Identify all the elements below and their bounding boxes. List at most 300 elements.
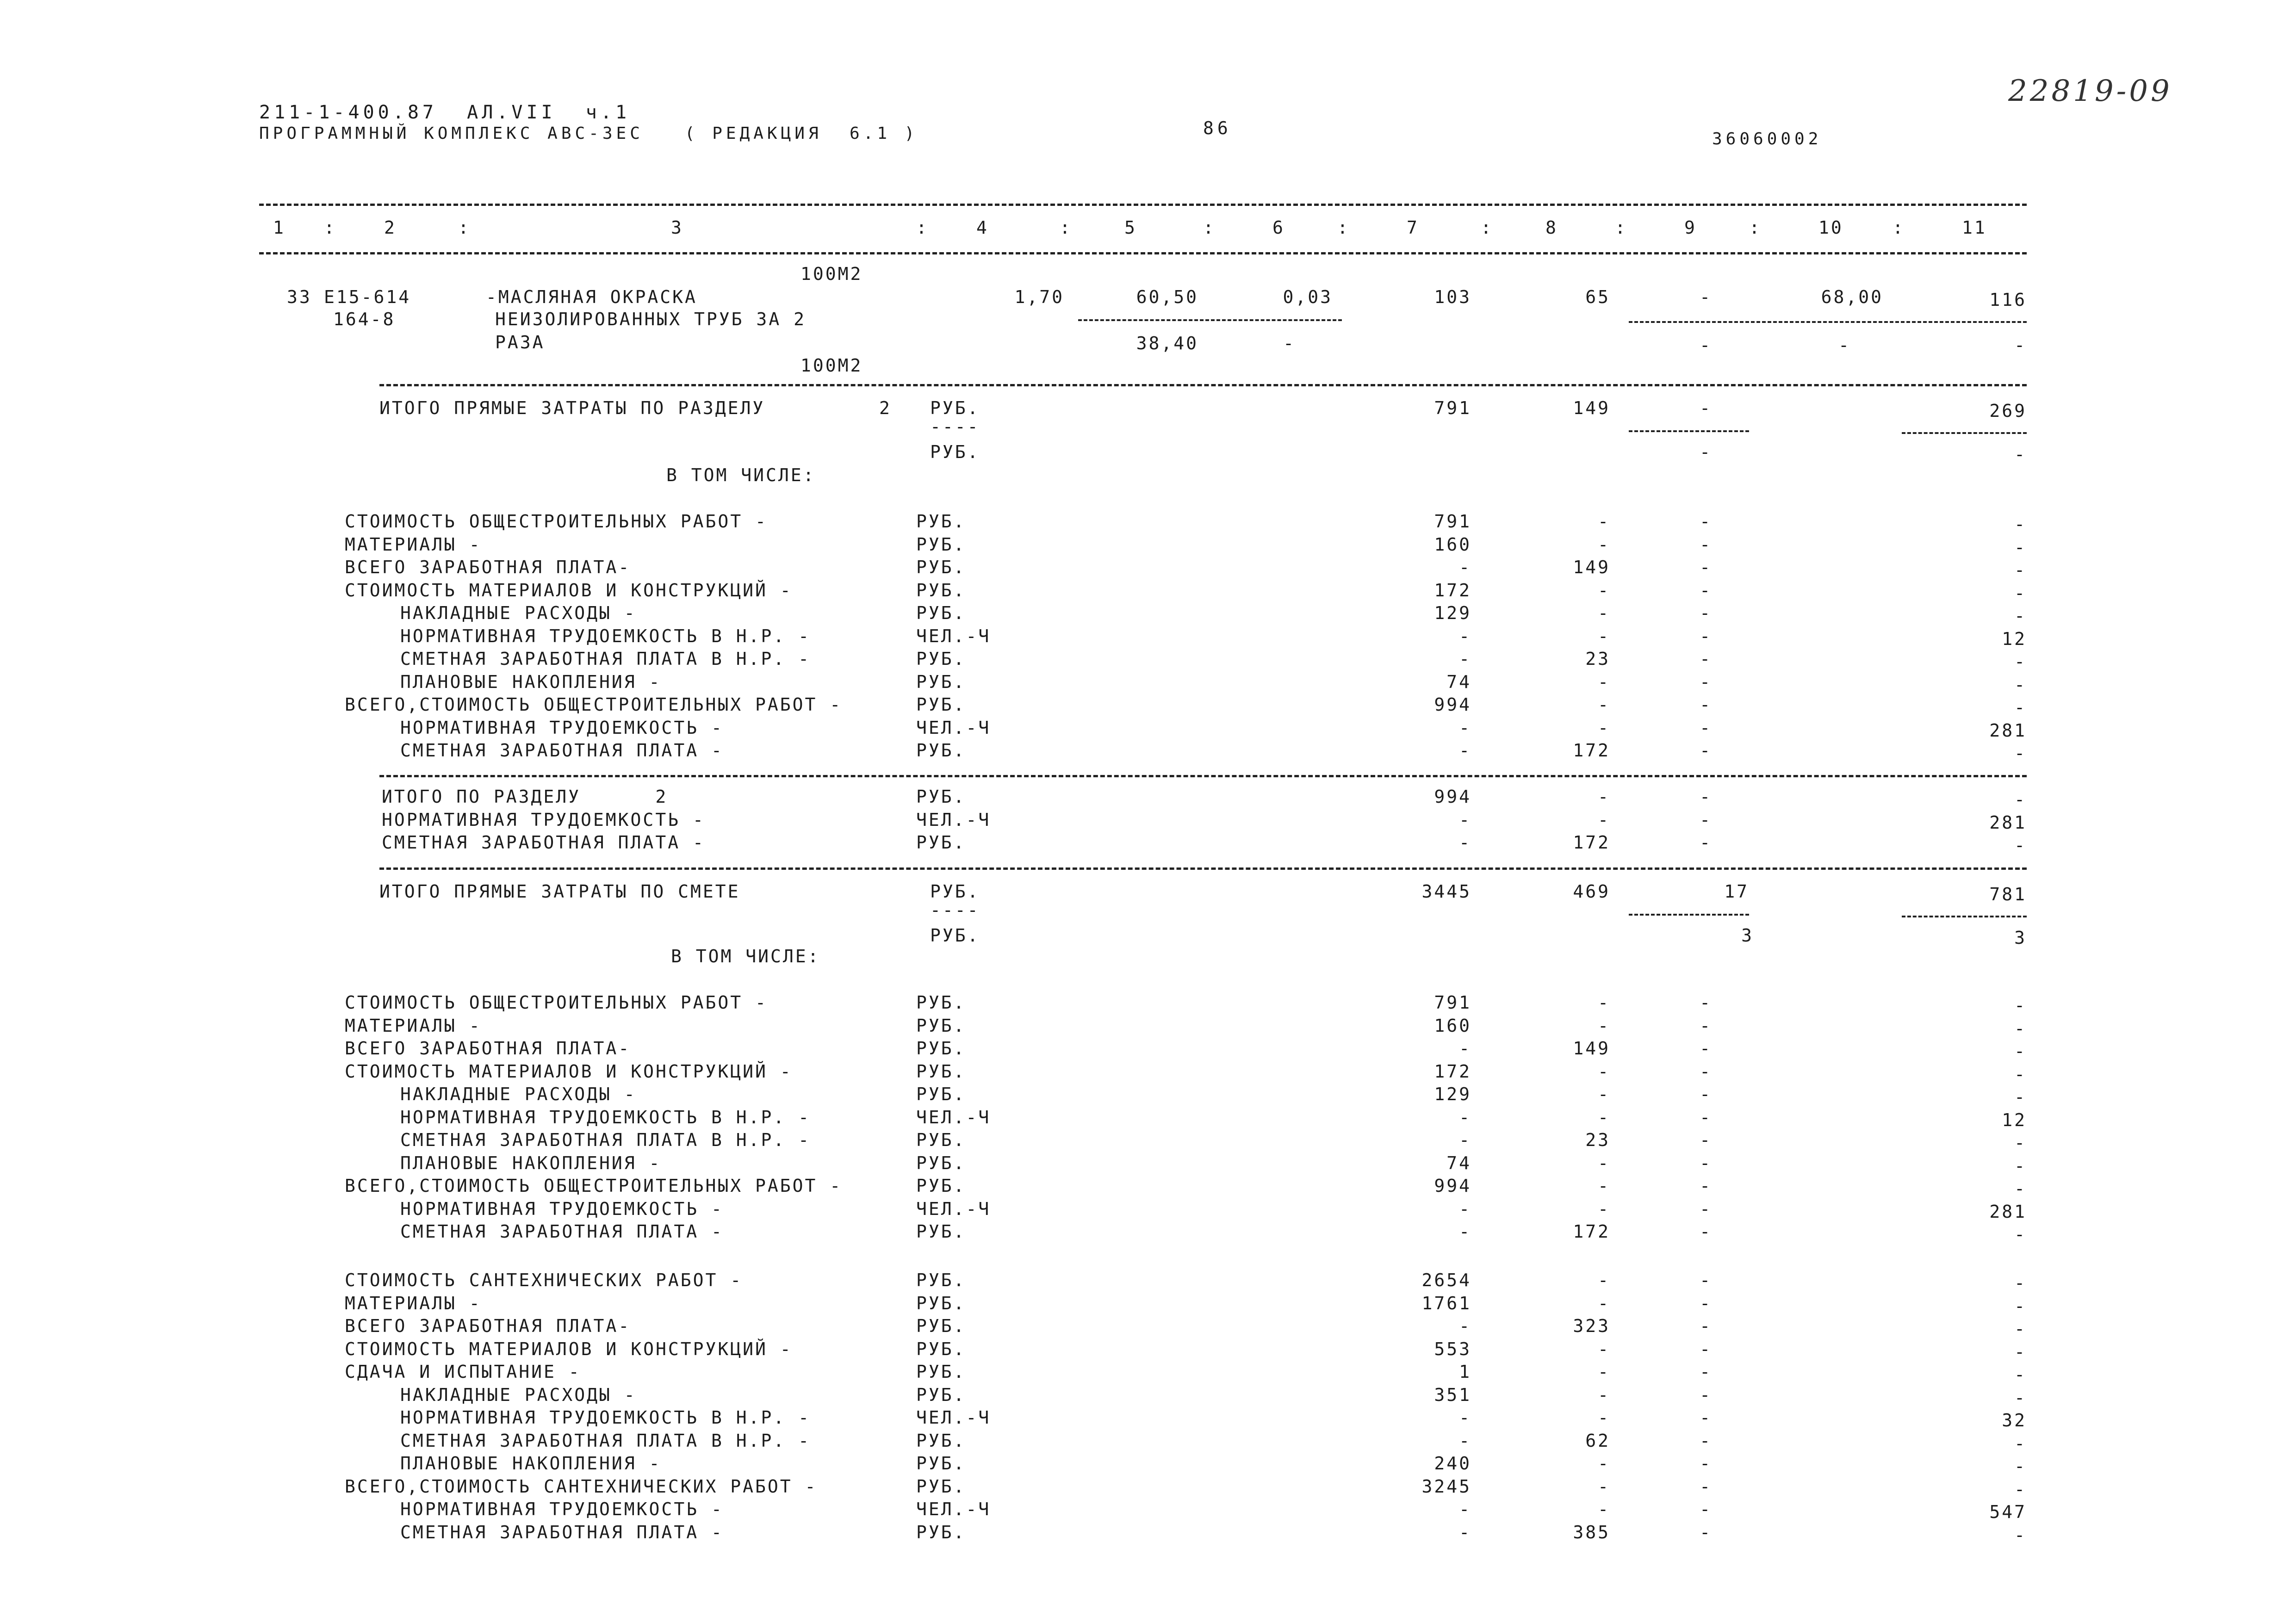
row-col9: -: [1700, 1431, 1712, 1451]
row-unit: РУБ.: [916, 992, 966, 1013]
row-col11: -: [2014, 1319, 2027, 1339]
row-col11: -: [2014, 1364, 2027, 1385]
row-label: НОРМАТИВНАЯ ТРУДОЕМКОСТЬ В Н.Р. -: [400, 1407, 811, 1428]
row-col7: -: [1459, 649, 1471, 669]
section-sum-label: НОРМАТИВНАЯ ТРУДОЕМКОСТЬ -: [382, 810, 705, 830]
row-col11: 281: [1989, 720, 2027, 741]
column-separator: :: [1203, 217, 1216, 238]
row-col7: 129: [1434, 603, 1471, 623]
row-col8: -: [1598, 672, 1610, 692]
item33-unit-top: 100М2: [800, 264, 863, 284]
row-unit: РУБ.: [916, 1385, 966, 1405]
item33-col11: 116: [1989, 290, 2027, 310]
row-col7: 172: [1434, 580, 1471, 601]
item33-rule-5-6: [1078, 319, 1342, 321]
row-col11: -: [2014, 1433, 2027, 1454]
row-col9: -: [1700, 1130, 1712, 1150]
row-col11: -: [2014, 1273, 2027, 1293]
row-col7: -: [1459, 718, 1471, 738]
row-unit: ЧЕЛ.-Ч: [916, 718, 991, 738]
item33-rule-9-11: [1629, 321, 2027, 323]
item33-col5: 60,50: [1136, 287, 1198, 307]
row-label: ВСЕГО ЗАРАБОТНАЯ ПЛАТА-: [345, 557, 631, 577]
item33-col10: 68,00: [1821, 287, 1883, 307]
row-col8: -: [1598, 511, 1610, 532]
row-col8: -: [1598, 580, 1610, 601]
section-total-rule-9: [1629, 430, 1749, 432]
estimate-total-col11: 781: [1989, 884, 2027, 904]
column-separator: :: [458, 217, 471, 238]
row-col8: 172: [1573, 832, 1610, 853]
row-unit: РУБ.: [916, 1339, 966, 1359]
item33-desc-3: РАЗА: [495, 332, 545, 353]
row-col7: 553: [1434, 1339, 1471, 1359]
row-col11: -: [2014, 514, 2027, 534]
row-col9: -: [1700, 992, 1712, 1013]
row-col8: -: [1598, 1385, 1610, 1405]
row-unit: ЧЕЛ.-Ч: [916, 1107, 991, 1127]
row-col7: 74: [1446, 1153, 1471, 1173]
row-col8: 23: [1585, 1130, 1610, 1150]
row-col8: -: [1598, 1476, 1610, 1497]
column-separator: :: [1893, 217, 1905, 238]
header-rule-bottom: [259, 252, 2027, 254]
item33-col9: -: [1700, 287, 1712, 307]
estimate-total-col11-b: 3: [2014, 928, 2027, 948]
estimate-total-col8: 469: [1573, 881, 1610, 902]
row-col11: -: [2014, 1342, 2027, 1362]
section-total-dash: ----: [930, 416, 980, 437]
row-unit: РУБ.: [916, 832, 966, 853]
row-col9: -: [1700, 603, 1712, 623]
row-col8: -: [1598, 1153, 1610, 1173]
section-total-col8: 149: [1573, 398, 1610, 418]
section-rule-1: [379, 384, 2027, 386]
row-unit: РУБ.: [916, 1221, 966, 1242]
row-label: СТОИМОСТЬ ОБЩЕСТРОИТЕЛЬНЫХ РАБОТ -: [345, 511, 768, 532]
row-unit: РУБ.: [916, 1476, 966, 1497]
estimate-total-dash: ----: [930, 900, 980, 920]
row-col7: -: [1459, 1522, 1471, 1542]
row-unit: РУБ.: [916, 603, 966, 623]
item33-desc-1: -МАСЛЯНАЯ ОКРАСКА: [486, 287, 697, 307]
item33-code2: 164-8: [333, 309, 396, 329]
section-total-unit: РУБ.: [930, 398, 980, 418]
section-rule-3: [379, 867, 2027, 870]
row-col7: 791: [1434, 992, 1471, 1013]
column-separator: :: [1060, 217, 1072, 238]
row-col8: -: [1598, 626, 1610, 646]
row-col9: -: [1700, 649, 1712, 669]
row-col9: -: [1700, 787, 1712, 807]
row-label: ПЛАНОВЫЕ НАКОПЛЕНИЯ -: [400, 1153, 662, 1173]
row-unit: РУБ.: [916, 1270, 966, 1290]
row-unit: РУБ.: [916, 1362, 966, 1382]
estimate-total-rule-11: [1902, 916, 2027, 917]
row-col9: -: [1700, 1499, 1712, 1519]
row-col7: 791: [1434, 511, 1471, 532]
section-total-col9: -: [1700, 398, 1712, 418]
column-header-8: 8: [1545, 217, 1558, 238]
row-col11: -: [2014, 1224, 2027, 1245]
row-col11: -: [2014, 1178, 2027, 1199]
row-label: НОРМАТИВНАЯ ТРУДОЕМКОСТЬ -: [400, 718, 724, 738]
row-col9: -: [1700, 1176, 1712, 1196]
row-col11: -: [2014, 1479, 2027, 1499]
item33-col8: 65: [1585, 287, 1610, 307]
row-col7: -: [1459, 1107, 1471, 1127]
program-title: ПРОГРАММНЫЙ КОМПЛЕКС АВС-3ЕС ( РЕДАКЦИЯ 6.1 ): [259, 124, 918, 143]
row-col11: -: [2014, 560, 2027, 580]
row-col8: -: [1598, 1107, 1610, 1127]
row-col7: 2654: [1421, 1270, 1471, 1290]
row-col11: -: [2014, 1296, 2027, 1316]
row-col7: -: [1459, 1431, 1471, 1451]
row-unit: РУБ.: [916, 740, 966, 761]
row-col8: -: [1598, 1293, 1610, 1313]
row-col8: -: [1598, 1199, 1610, 1219]
row-unit: РУБ.: [916, 1316, 966, 1336]
row-col8: 172: [1573, 740, 1610, 761]
item33-desc-2: НЕИЗОЛИРОВАННЫХ ТРУБ ЗА 2: [495, 309, 806, 329]
row-label: НОРМАТИВНАЯ ТРУДОЕМКОСТЬ В Н.Р. -: [400, 626, 811, 646]
row-col8: -: [1598, 534, 1610, 555]
row-col7: -: [1459, 1316, 1471, 1336]
row-col11: -: [2014, 675, 2027, 695]
row-label: СТОИМОСТЬ МАТЕРИАЛОВ И КОНСТРУКЦИЙ -: [345, 580, 793, 601]
section-total-unit-2: РУБ.: [930, 442, 980, 462]
row-col8: -: [1598, 1453, 1610, 1474]
row-col11: 281: [1989, 812, 2027, 833]
item33-col10-b: -: [1838, 335, 1851, 355]
row-label: НОРМАТИВНАЯ ТРУДОЕМКОСТЬ -: [400, 1199, 724, 1219]
row-col9: -: [1700, 580, 1712, 601]
including-label-2: В ТОМ ЧИСЛЕ:: [671, 946, 820, 966]
row-col9: -: [1700, 1153, 1712, 1173]
row-label: МАТЕРИАЛЫ -: [345, 1016, 482, 1036]
row-col8: -: [1598, 1176, 1610, 1196]
row-col8: -: [1598, 603, 1610, 623]
row-col11: 12: [2002, 629, 2027, 649]
row-col9: -: [1700, 1107, 1712, 1127]
row-col7: -: [1459, 1499, 1471, 1519]
row-label: НАКЛАДНЫЕ РАСХОДЫ -: [400, 1385, 637, 1405]
row-col9: -: [1700, 1221, 1712, 1242]
row-label: СМЕТНАЯ ЗАРАБОТНАЯ ПЛАТА -: [400, 1221, 724, 1242]
row-col11: 547: [1989, 1502, 2027, 1522]
column-header-1: 1: [273, 217, 285, 238]
row-col7: 172: [1434, 1061, 1471, 1082]
row-col8: 149: [1573, 1038, 1610, 1059]
row-label: СМЕТНАЯ ЗАРАБОТНАЯ ПЛАТА -: [400, 740, 724, 761]
estimate-total-unit-2: РУБ.: [930, 925, 980, 946]
row-col9: -: [1700, 1038, 1712, 1059]
row-unit: ЧЕЛ.-Ч: [916, 1199, 991, 1219]
item33-code1: Е15-614: [324, 287, 411, 307]
column-separator: :: [1337, 217, 1350, 238]
item33-col5-b: 38,40: [1136, 333, 1198, 353]
row-label: МАТЕРИАЛЫ -: [345, 1293, 482, 1313]
row-col7: 1761: [1421, 1293, 1471, 1313]
row-col8: -: [1598, 1084, 1610, 1104]
row-col7: 3245: [1421, 1476, 1471, 1497]
header-rule-top: [259, 204, 2027, 206]
row-label: ПЛАНОВЫЕ НАКОПЛЕНИЯ -: [400, 672, 662, 692]
section-total-col11: 269: [1989, 401, 2027, 421]
row-label: СМЕТНАЯ ЗАРАБОТНАЯ ПЛАТА В Н.Р. -: [400, 649, 811, 669]
row-col11: -: [2014, 1064, 2027, 1084]
row-unit: РУБ.: [916, 1522, 966, 1542]
row-col7: -: [1459, 832, 1471, 853]
row-col9: -: [1700, 810, 1712, 830]
row-unit: РУБ.: [916, 672, 966, 692]
row-label: СМЕТНАЯ ЗАРАБОТНАЯ ПЛАТА В Н.Р. -: [400, 1431, 811, 1451]
row-unit: РУБ.: [916, 1016, 966, 1036]
row-col9: -: [1700, 1407, 1712, 1428]
row-col9: -: [1700, 511, 1712, 532]
row-col9: -: [1700, 718, 1712, 738]
row-col8: 172: [1573, 1221, 1610, 1242]
row-label: СТОИМОСТЬ МАТЕРИАЛОВ И КОНСТРУКЦИЙ -: [345, 1061, 793, 1082]
section-rule-2: [379, 775, 2027, 777]
including-label: В ТОМ ЧИСЛЕ:: [666, 465, 816, 485]
estimate-total-col9: 17: [1724, 881, 1749, 902]
row-col8: -: [1598, 694, 1610, 715]
row-col11: -: [2014, 1525, 2027, 1545]
row-col11: -: [2014, 1018, 2027, 1039]
row-col11: -: [2014, 583, 2027, 603]
row-label: НОРМАТИВНАЯ ТРУДОЕМКОСТЬ -: [400, 1499, 724, 1519]
row-col8: -: [1598, 1499, 1610, 1519]
row-label: СДАЧА И ИСПЫТАНИЕ -: [345, 1362, 581, 1382]
row-col7: 129: [1434, 1084, 1471, 1104]
row-label: НАКЛАДНЫЕ РАСХОДЫ -: [400, 603, 637, 623]
section-sum-label: ИТОГО ПО РАЗДЕЛУ 2: [382, 787, 668, 807]
row-col11: -: [2014, 835, 2027, 855]
column-header-5: 5: [1124, 217, 1137, 238]
row-unit: РУБ.: [916, 1431, 966, 1451]
row-col11: 281: [1989, 1202, 2027, 1222]
row-col11: -: [2014, 1456, 2027, 1476]
row-unit: РУБ.: [916, 1130, 966, 1150]
row-col9: -: [1700, 1084, 1712, 1104]
row-col8: -: [1598, 1016, 1610, 1036]
row-col9: -: [1700, 1385, 1712, 1405]
row-col8: 62: [1585, 1431, 1610, 1451]
row-col9: -: [1700, 740, 1712, 761]
item33-col9-b: -: [1700, 335, 1712, 355]
row-col7: -: [1459, 810, 1471, 830]
row-label: СМЕТНАЯ ЗАРАБОТНАЯ ПЛАТА В Н.Р. -: [400, 1130, 811, 1150]
row-unit: ЧЕЛ.-Ч: [916, 1499, 991, 1519]
row-col7: 994: [1434, 787, 1471, 807]
column-separator: :: [324, 217, 336, 238]
row-label: ВСЕГО,СТОИМОСТЬ ОБЩЕСТРОИТЕЛЬНЫХ РАБОТ -: [345, 694, 843, 715]
column-header-11: 11: [1962, 217, 1987, 238]
row-col8: -: [1598, 1362, 1610, 1382]
row-col7: 74: [1446, 672, 1471, 692]
column-header-9: 9: [1684, 217, 1697, 238]
row-unit: РУБ.: [916, 1453, 966, 1474]
section-total-label: ИТОГО ПРЯМЫЕ ЗАТРАТЫ ПО РАЗДЕЛУ: [379, 398, 765, 418]
row-col9: -: [1700, 557, 1712, 577]
row-col7: 1: [1459, 1362, 1471, 1382]
section-total-col7: 791: [1434, 398, 1471, 418]
row-col11: -: [2014, 1156, 2027, 1176]
row-col11: -: [2014, 1041, 2027, 1061]
row-col8: 385: [1573, 1522, 1610, 1542]
row-unit: РУБ.: [916, 1293, 966, 1313]
row-label: СТОИМОСТЬ САНТЕХНИЧЕСКИХ РАБОТ -: [345, 1270, 743, 1290]
section-sum-label: СМЕТНАЯ ЗАРАБОТНАЯ ПЛАТА -: [382, 832, 705, 853]
row-col11: -: [2014, 1087, 2027, 1107]
row-col7: 240: [1434, 1453, 1471, 1474]
row-label: МАТЕРИАЛЫ -: [345, 534, 482, 555]
row-unit: РУБ.: [916, 1061, 966, 1082]
row-col11: -: [2014, 697, 2027, 718]
row-col7: -: [1459, 1130, 1471, 1150]
column-header-3: 3: [671, 217, 683, 238]
row-col8: -: [1598, 787, 1610, 807]
row-unit: РУБ.: [916, 649, 966, 669]
row-col9: -: [1700, 1199, 1712, 1219]
row-col7: -: [1459, 626, 1471, 646]
row-col8: 149: [1573, 557, 1610, 577]
row-col7: -: [1459, 1221, 1471, 1242]
row-col11: -: [2014, 606, 2027, 626]
row-col9: -: [1700, 1016, 1712, 1036]
row-col9: -: [1700, 1293, 1712, 1313]
row-unit: РУБ.: [916, 694, 966, 715]
page-number: 86: [1203, 118, 1232, 138]
item33-number: 33: [287, 287, 312, 307]
estimate-total-col7: 3445: [1421, 881, 1471, 902]
row-unit: РУБ.: [916, 1084, 966, 1104]
row-col7: -: [1459, 1407, 1471, 1428]
row-col9: -: [1700, 626, 1712, 646]
row-col8: -: [1598, 1061, 1610, 1082]
row-col7: 160: [1434, 534, 1471, 555]
document-code: 36060002: [1712, 130, 1822, 149]
row-col9: -: [1700, 1476, 1712, 1497]
row-col11: 12: [2002, 1110, 2027, 1130]
row-col7: 351: [1434, 1385, 1471, 1405]
row-label: СТОИМОСТЬ МАТЕРИАЛОВ И КОНСТРУКЦИЙ -: [345, 1339, 793, 1359]
item33-col6: 0,03: [1283, 287, 1333, 307]
estimate-total-rule-9: [1629, 914, 1749, 916]
row-col11: -: [2014, 743, 2027, 763]
row-label: ВСЕГО,СТОИМОСТЬ ОБЩЕСТРОИТЕЛЬНЫХ РАБОТ -: [345, 1176, 843, 1196]
row-col9: -: [1700, 672, 1712, 692]
row-col9: -: [1700, 1522, 1712, 1542]
row-unit: РУБ.: [916, 1153, 966, 1173]
row-col9: -: [1700, 1270, 1712, 1290]
row-col7: -: [1459, 557, 1471, 577]
item33-col11-b: -: [2014, 335, 2027, 355]
row-col11: -: [2014, 1133, 2027, 1153]
row-col11: -: [2014, 651, 2027, 672]
column-separator: :: [1481, 217, 1493, 238]
estimate-total-unit: РУБ.: [930, 881, 980, 902]
section-total-rule-11: [1902, 432, 2027, 434]
row-col9: -: [1700, 534, 1712, 555]
handwritten-number: 22819-09: [2008, 74, 2172, 108]
row-col9: -: [1700, 1453, 1712, 1474]
column-separator: :: [1615, 217, 1627, 238]
row-unit: РУБ.: [916, 1038, 966, 1059]
row-col11: -: [2014, 789, 2027, 810]
row-col8: -: [1598, 718, 1610, 738]
row-col11: -: [2014, 537, 2027, 558]
row-col8: 323: [1573, 1316, 1610, 1336]
row-col11: 32: [2002, 1410, 2027, 1431]
row-unit: РУБ.: [916, 534, 966, 555]
column-separator: :: [916, 217, 929, 238]
row-col9: -: [1700, 1316, 1712, 1336]
row-unit: РУБ.: [916, 511, 966, 532]
item33-col6-b: -: [1283, 333, 1296, 353]
row-col8: -: [1598, 810, 1610, 830]
row-label: НАКЛАДНЫЕ РАСХОДЫ -: [400, 1084, 637, 1104]
row-col11: -: [2014, 995, 2027, 1016]
row-unit: ЧЕЛ.-Ч: [916, 1407, 991, 1428]
estimate-total-label: ИТОГО ПРЯМЫЕ ЗАТРАТЫ ПО СМЕТЕ: [379, 881, 740, 902]
row-col7: 994: [1434, 694, 1471, 715]
section-total-col11-b: -: [2014, 444, 2027, 465]
row-unit: РУБ.: [916, 557, 966, 577]
column-header-10: 10: [1818, 217, 1843, 238]
row-label: СТОИМОСТЬ ОБЩЕСТРОИТЕЛЬНЫХ РАБОТ -: [345, 992, 768, 1013]
section-total-col9-b: -: [1700, 442, 1712, 462]
item33-col7: 103: [1434, 287, 1471, 307]
row-col8: 23: [1585, 649, 1610, 669]
item33-col4: 1,70: [1014, 287, 1064, 307]
row-label: НОРМАТИВНАЯ ТРУДОЕМКОСТЬ В Н.Р. -: [400, 1107, 811, 1127]
row-col9: -: [1700, 1339, 1712, 1359]
column-header-4: 4: [976, 217, 989, 238]
doc-reference: 211-1-400.87 АЛ.VII ч.1: [259, 102, 631, 123]
row-col11: -: [2014, 1388, 2027, 1408]
row-unit: ЧЕЛ.-Ч: [916, 810, 991, 830]
column-separator: :: [1749, 217, 1762, 238]
row-col7: 160: [1434, 1016, 1471, 1036]
section-total-number: 2: [879, 398, 892, 418]
row-col8: -: [1598, 1407, 1610, 1428]
row-col9: -: [1700, 1061, 1712, 1082]
row-unit: РУБ.: [916, 787, 966, 807]
row-col7: -: [1459, 1038, 1471, 1059]
row-label: ВСЕГО ЗАРАБОТНАЯ ПЛАТА-: [345, 1316, 631, 1336]
row-col8: -: [1598, 992, 1610, 1013]
column-header-7: 7: [1407, 217, 1419, 238]
row-col8: -: [1598, 1270, 1610, 1290]
estimate-total-col9-b: 3: [1741, 925, 1754, 946]
row-col9: -: [1700, 694, 1712, 715]
row-label: СМЕТНАЯ ЗАРАБОТНАЯ ПЛАТА -: [400, 1522, 724, 1542]
row-col7: -: [1459, 740, 1471, 761]
row-col7: 994: [1434, 1176, 1471, 1196]
row-label: ВСЕГО,СТОИМОСТЬ САНТЕХНИЧЕСКИХ РАБОТ -: [345, 1476, 818, 1497]
row-unit: ЧЕЛ.-Ч: [916, 626, 991, 646]
row-col7: -: [1459, 1199, 1471, 1219]
column-header-6: 6: [1272, 217, 1285, 238]
row-unit: РУБ.: [916, 580, 966, 601]
row-col9: -: [1700, 832, 1712, 853]
row-col9: -: [1700, 1362, 1712, 1382]
row-label: ВСЕГО ЗАРАБОТНАЯ ПЛАТА-: [345, 1038, 631, 1059]
column-header-2: 2: [384, 217, 397, 238]
row-unit: РУБ.: [916, 1176, 966, 1196]
